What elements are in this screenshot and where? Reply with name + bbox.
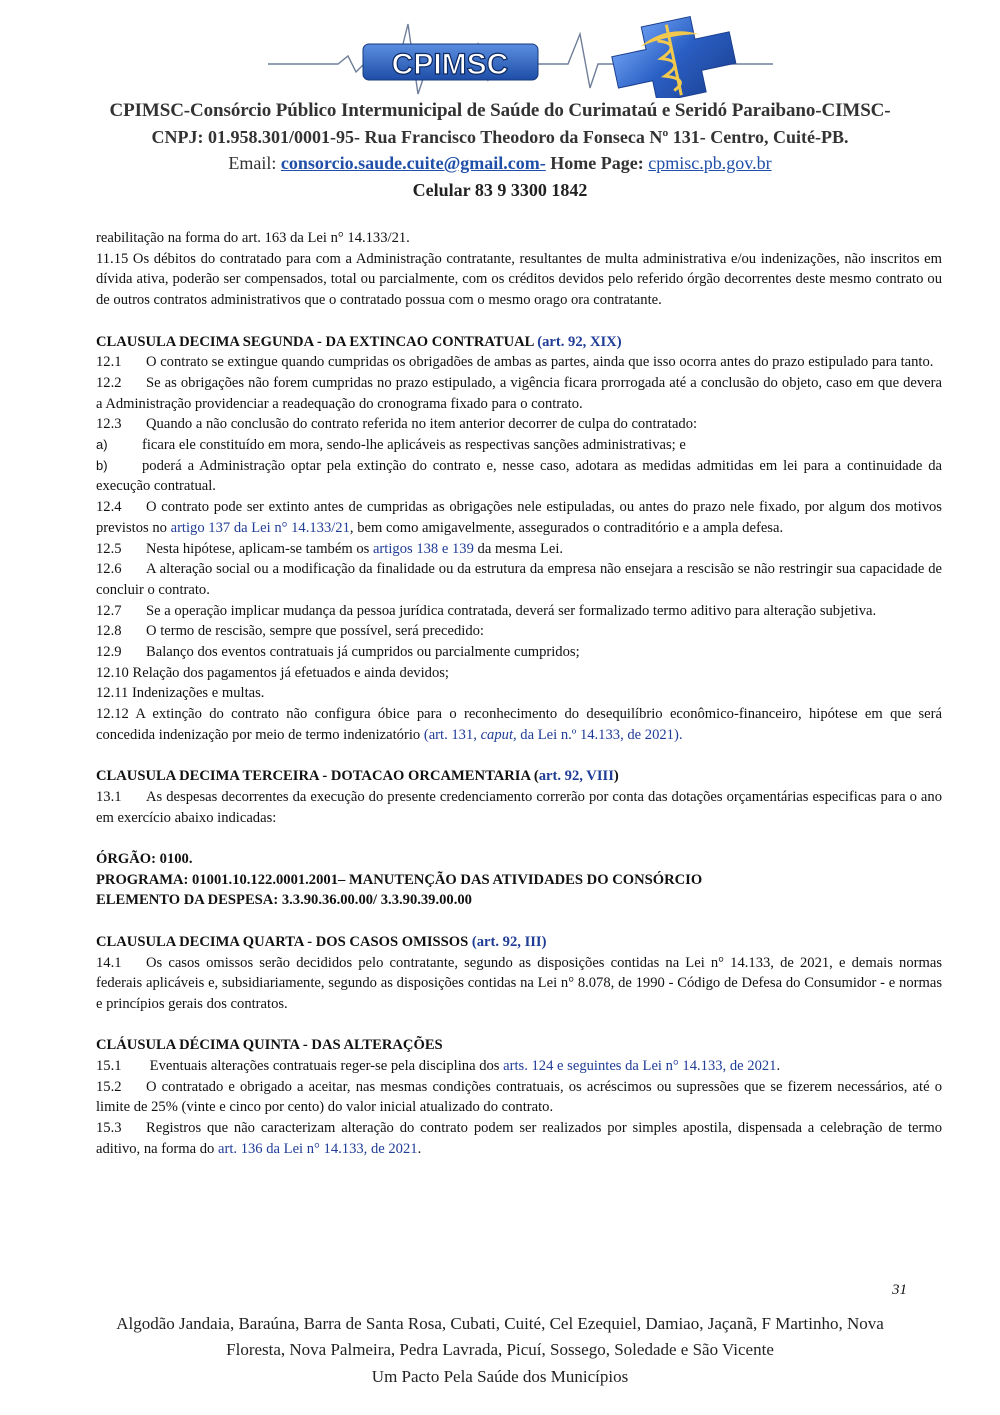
clause-14-title-text: CLAUSULA DECIMA QUARTA - DOS CASOS OMISSOS — [96, 933, 472, 950]
item-text: Se a operação implicar mudança da pessoa jurídica contratada, deverá ser formalizado termo aditivo para alteração subjetiva. — [146, 602, 877, 619]
item-number: 12.4 — [96, 499, 122, 516]
item-text: O termo de rescisão, sempre que possível, será precedido: — [146, 623, 484, 640]
law-reference-part: da Lei n.º 14.133, de 2021). — [516, 726, 683, 743]
item-text-cont: . — [417, 1140, 422, 1157]
item-number: 13.1 — [96, 788, 122, 805]
clause-12-ref: (art. 92, XIX) — [537, 333, 622, 350]
logo-text: CPIMSC — [391, 48, 509, 81]
page-number: 31 — [892, 1282, 907, 1298]
logo-graphic — [268, 14, 773, 98]
law-reference: artigos 138 e 139 — [372, 540, 474, 557]
item-text: Nesta hipótese, aplicam-se também os — [146, 540, 373, 557]
item-text: Eventuais alterações contratuais reger-se pela disciplina dos — [146, 1058, 504, 1075]
item-number: 12.5 — [96, 540, 122, 557]
item-12-4 — [96, 497, 942, 538]
item-15-3 — [96, 1118, 942, 1159]
item-letter: b) — [96, 457, 108, 473]
home-page-label: Home Page: — [545, 153, 649, 173]
footer-municipalities-1: Algodão Jandaia, Baraúna, Barra de Santa Rosa, Cubati, Cuité, Cel Ezequiel, Damiao, Jaçanã, F Martinho, Nova — [116, 1314, 884, 1333]
budget-elemento: ELEMENTO DA DESPESA: 3.3.90.36.00.00/ 3.3.90.39.00.00 — [96, 892, 472, 909]
item-12-1 — [96, 352, 942, 373]
document-body — [96, 228, 942, 1160]
law-reference — [424, 727, 683, 743]
item-12-3 — [96, 414, 942, 435]
item-13-1 — [96, 787, 942, 828]
item-12-8 — [96, 621, 942, 642]
paragraph-11-15: 11.15 Os débitos do contratado para com a Administração contratante, resultantes de multa administrativa e/ou indenizações, não inscritos em dívida ativa, poderão ser compensados, total ou parcialmente, com os créditos devidos pelo referido órgão decorrentes deste mesmo contrato ou de outros contratos administrativos que o contratado possua com o mesmo orago ora contratante. — [96, 250, 942, 309]
header-contact-line — [0, 153, 1000, 174]
item-text: ficara ele constituído em mora, sendo-lhe aplicáveis as respectivas sanções administrativas; e — [142, 437, 686, 454]
clause-14-title — [96, 932, 942, 953]
spacer — [96, 746, 942, 767]
clause-13-ref: art. 92, VIII — [538, 768, 614, 785]
law-reference: art. 136 da Lei n° 14.133, de 2021 — [218, 1140, 418, 1157]
budget-orgao: ÓRGÃO: 0100. — [96, 851, 193, 868]
clause-13-title-text: CLAUSULA DECIMA TERCEIRA - DOTACAO ORCAMENTARIA ( — [96, 768, 539, 785]
clause-12-title — [96, 332, 942, 353]
email-link[interactable]: consorcio.saude.cuite@gmail.com- — [280, 153, 546, 173]
item-text: Se as obrigações não forem cumpridas no prazo estipulado, a vigência ficara prorrogada até a conclusão do objeto, caso em que devera a Administração providenciar a readequação do cronograma fixado para o contrato. — [96, 374, 942, 412]
home-page-link[interactable]: cpmisc.pb.gov.br — [648, 153, 772, 173]
item-12-10: 12.10 Relação dos pagamentos já efetuados e ainda devidos; — [96, 664, 449, 681]
header-cnpj-address: CNPJ: 01.958.301/0001-95- Rua Francisco Theodoro da Fonseca Nº 131- Centro, Cuité-PB. — [151, 127, 849, 147]
item-text: O contrato se extingue quando cumpridas os obrigadões de ambas as partes, ainda que isso ocorra antes do prazo estipulado para tanto. — [146, 354, 934, 371]
item-15-2 — [96, 1077, 942, 1118]
item-a — [96, 435, 942, 456]
spacer — [96, 828, 942, 849]
budget-programa: PROGRAMA: 01001.10.122.0001.2001– MANUTENÇÃO DAS ATIVIDADES DO CONSÓRCIO — [96, 871, 703, 888]
item-15-1 — [96, 1056, 942, 1077]
spacer — [96, 311, 942, 332]
item-text: A alteração social ou a modificação da finalidade ou da estrutura da empresa não ensejara a rescisão se não restringir sua capacidade de concluir o contrato. — [96, 561, 942, 598]
item-12-5 — [96, 539, 942, 560]
law-reference: arts. 124 e seguintes da Lei n° 14.133, de 2021 — [503, 1058, 777, 1075]
clause-13-close: ) — [613, 768, 619, 785]
item-number: 12.6 — [96, 561, 122, 578]
spacer — [96, 1015, 942, 1036]
item-text: Balanço dos eventos contratuais já cumpridos ou parcialmente cumpridos; — [146, 644, 580, 661]
footer-slogan: Um Pacto Pela Saúde dos Municípios — [371, 1367, 629, 1386]
law-reference-part: (art. 131, — [423, 726, 481, 743]
header-org-name: CPIMSC-Consórcio Público Intermunicipal de Saúde do Curimataú e Seridó Paraibano-CIMSC- — [109, 100, 891, 121]
cpimsc-logo — [268, 14, 773, 98]
item-text-cont: . — [776, 1058, 781, 1075]
item-12-11: 12.11 Indenizações e multas. — [96, 685, 265, 702]
clause-14-ref: (art. 92, III) — [471, 933, 547, 950]
footer-municipalities-2: Floresta, Nova Palmeira, Pedra Lavrada, Picuí, Sossego, Soledade e São Vicente — [226, 1340, 774, 1359]
item-number: 15.2 — [96, 1078, 122, 1095]
item-14-1 — [96, 953, 942, 1015]
clause-13-title — [96, 766, 942, 787]
email-label: Email: — [228, 153, 281, 173]
item-12-7 — [96, 601, 942, 622]
item-12-12 — [96, 704, 942, 745]
item-text: poderá a Administração optar pela extinção do contrato e, nesse caso, adotara as medidas admitidas em lei para a continuidade da execução contratual. — [96, 457, 942, 495]
item-text-cont: da mesma Lei. — [473, 540, 564, 557]
item-b — [96, 456, 942, 497]
item-text: O contratado e obrigado a aceitar, nas mesmas condições contratuais, os acréscimos ou supressões que se fizerem necessários, até o limite de 25% (vinte e cinco por cento) do valor inicial atualizado do contrato. — [96, 1078, 942, 1116]
item-number: 12.3 — [96, 416, 122, 433]
item-number: 15.3 — [96, 1120, 122, 1137]
item-text: Quando a não conclusão do contrato referida no item anterior decorrer de culpa do contratado: — [146, 416, 698, 433]
item-number: 15.1 — [96, 1058, 122, 1075]
item-text: Os casos omissos serão decididos pelo contratante, segundo as disposições contidas na Lei n° 14.133, de 2021, e demais normas federais aplicáveis e, subsidiariamente, segundo as disposições contidas na Lei n° 8.078, de 1990 - Código de Defesa do Consumidor - e normas e princípios gerais dos contratos. — [96, 954, 942, 1012]
item-12-9 — [96, 642, 942, 663]
item-number: 12.8 — [96, 623, 122, 640]
clause-12-title-text: CLAUSULA DECIMA SEGUNDA - DA EXTINCAO CONTRATUAL — [96, 333, 538, 350]
item-text: O contrato pode ser extinto antes de cumpridas as obrigações nele estipuladas, ou antes do prazo nele fixado, por algum dos motivos previstos no — [96, 499, 942, 536]
item-number: 14.1 — [96, 954, 122, 971]
item-12-2 — [96, 373, 942, 414]
item-number: 12.1 — [96, 354, 122, 371]
item-text-cont: , bem como amigavelmente, assegurados o contraditório e a ampla defesa. — [349, 519, 784, 536]
clause-15-title: CLÁUSULA DÉCIMA QUINTA - DAS ALTERAÇÕES — [96, 1037, 443, 1054]
item-number: 12.7 — [96, 602, 122, 619]
item-12-6 — [96, 559, 942, 600]
item-letter: a) — [96, 437, 108, 453]
spacer — [96, 911, 942, 932]
law-reference: artigo 137 da Lei n° 14.133/21 — [170, 519, 350, 536]
item-number: 12.2 — [96, 374, 122, 391]
item-text: As despesas decorrentes da execução do presente credenciamento correrão por conta das dotações orçamentárias especificas para o ano em exercício abaixo indicadas: — [96, 788, 942, 826]
item-text: Registros que não caracterizam alteração do contrato podem ser realizados por simples apostila, dispensada a celebração de termo aditivo, na forma do — [96, 1120, 942, 1157]
law-reference-italic: caput, — [480, 726, 517, 743]
item-number: 12.9 — [96, 644, 122, 661]
item-text: 12.12 A extinção do contrato não configura óbice para o reconhecimento do desequilíbrio econômico-financeiro, hipótese em que será concedida indenização por meio de termo indenizatório — [96, 706, 942, 743]
header-phone: Celular 83 9 3300 1842 — [412, 180, 588, 200]
paragraph-rehabilitation: reabilitação na forma do art. 163 da Lei n° 14.133/21. — [96, 230, 410, 246]
